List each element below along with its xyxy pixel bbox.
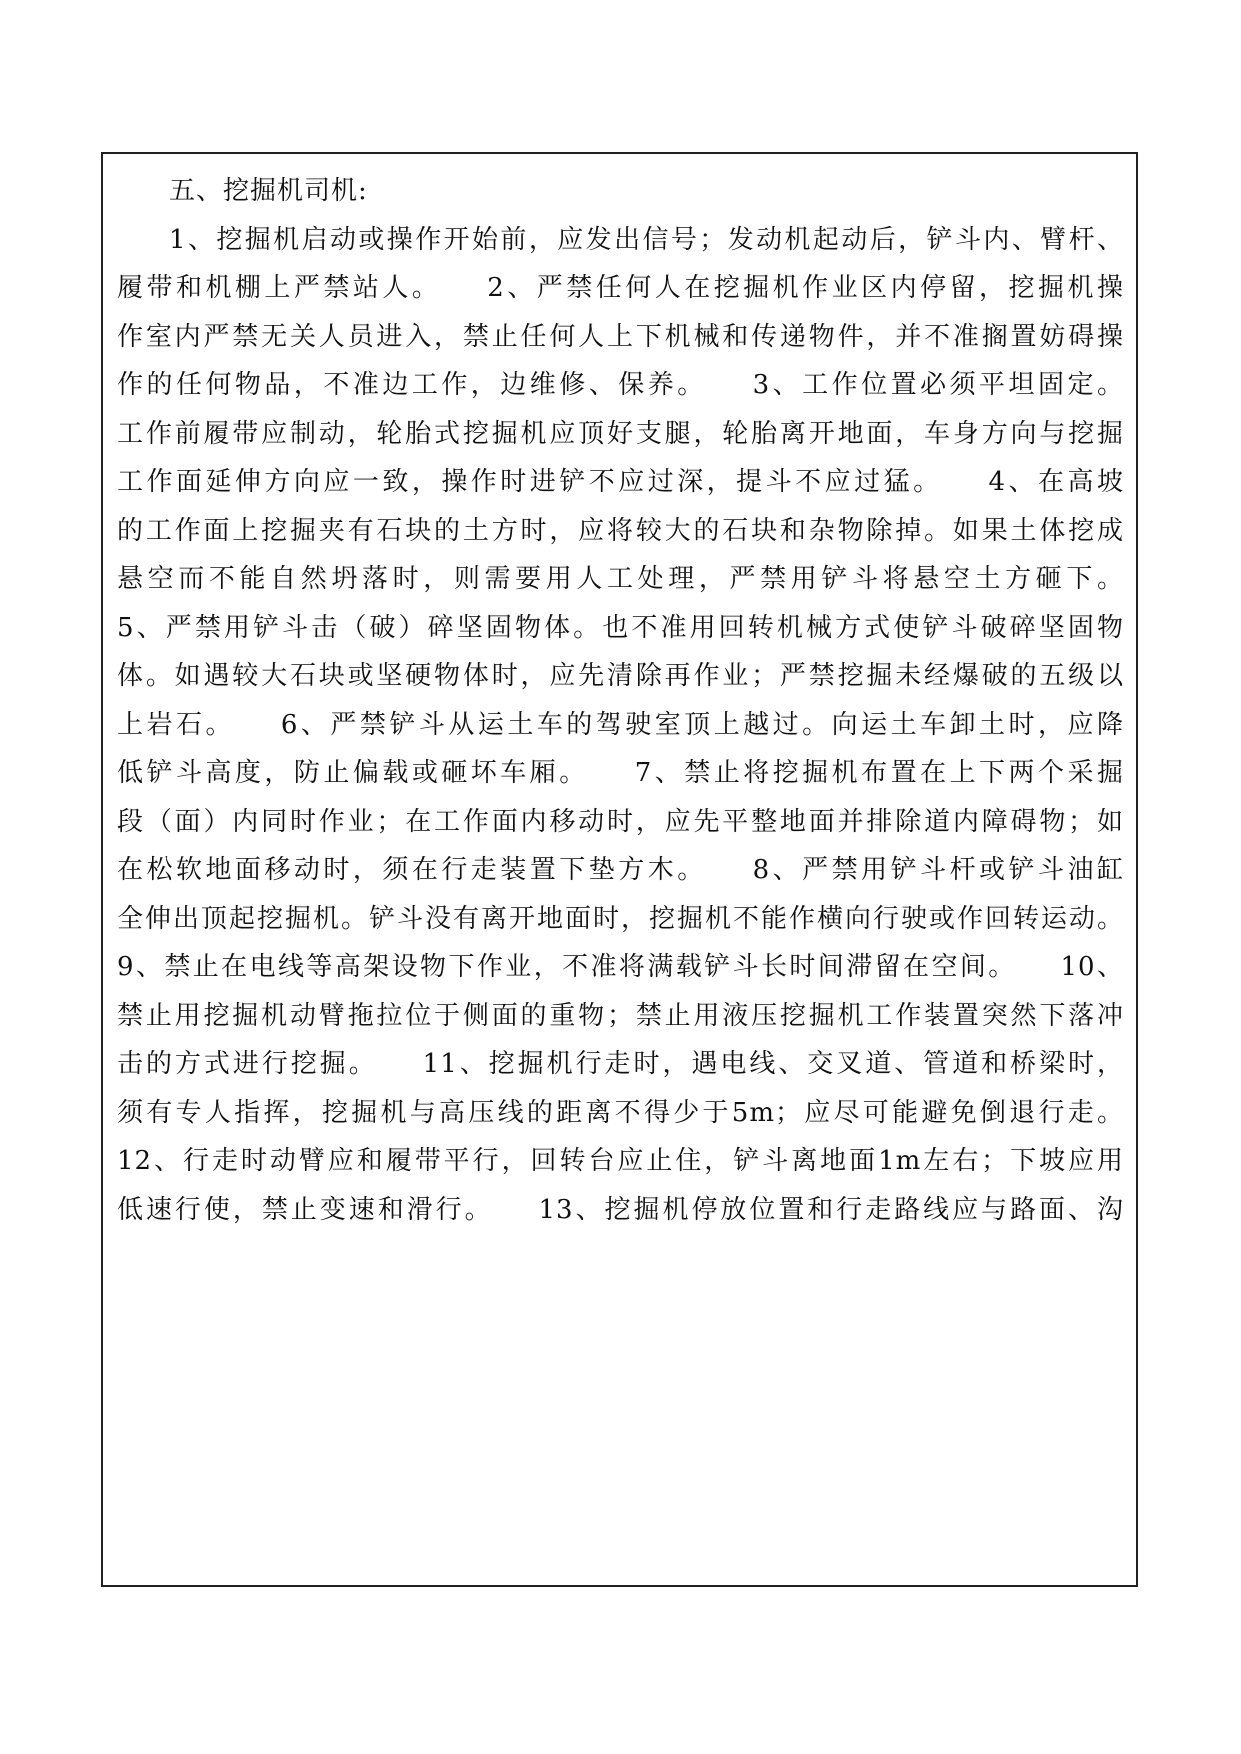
text-line: 低铲斗高度，防止偏载或砸坏车厢。 7、禁止将挖掘机布置在上下两个采掘	[117, 758, 1124, 788]
text-line: 的工作面上挖掘夹有石块的土方时，应将较大的石块和杂物除掉。如果土体挖成	[117, 515, 1124, 546]
text-line: 9、禁止在电线等高架设物下作业，不准将满载铲斗长时间滞留在空间。 10、	[117, 952, 1124, 982]
document-frame	[101, 152, 1138, 1587]
text-line: 履带和机棚上严禁站人。 2、严禁任何人在挖掘机作业区内停留，挖掘机操	[117, 273, 1124, 303]
text-line: 作的任何物品，不准边工作，边维修、保养。 3、工作位置必须平坦固定。	[117, 370, 1124, 400]
text-line: 5、严禁用铲斗击（破）碎坚固物体。也不准用回转机械方式使铲斗破碎坚固物	[117, 612, 1124, 643]
text-line: 1、挖掘机启动或操作开始前，应发出信号；发动机起动后，铲斗内、臂杆、	[169, 224, 1124, 255]
text-line: 须有专人指挥，挖掘机与高压线的距离不得少于5m；应尽可能避免倒退行走。	[117, 1097, 1124, 1128]
text-line: 工作前履带应制动，轮胎式挖掘机应顶好支腿，轮胎离开地面，车身方向与挖掘	[117, 418, 1124, 449]
text-line: 段（面）内同时作业；在工作面内移动时，应先平整地面并排除道内障碍物；如	[117, 806, 1124, 837]
text-line: 体。如遇较大石块或坚硬物体时，应先清除再作业；严禁挖掘未经爆破的五级以	[117, 661, 1124, 691]
text-line: 击的方式进行挖掘。 11、挖掘机行走时，遇电线、交叉道、管道和桥梁时，	[117, 1049, 1124, 1079]
text-line: 低速行使，禁止变速和滑行。 13、挖掘机停放位置和行走路线应与路面、沟	[117, 1194, 1124, 1225]
text-line: 工作面延伸方向应一致，操作时进铲不应过深，提斗不应过猛。 4、在高坡	[117, 467, 1124, 497]
text-line: 在松软地面移动时，须在行走装置下垫方木。 8、严禁用铲斗杆或铲斗油缸	[117, 855, 1124, 885]
text-line: 12、行走时动臂应和履带平行，回转台应止住，铲斗离地面1m左右；下坡应用	[117, 1146, 1124, 1176]
text-line: 禁止用挖掘机动臂拖拉位于侧面的重物；禁止用液压挖掘机工作装置突然下落冲	[117, 1000, 1124, 1031]
text-line: 作室内严禁无关人员进入，禁止任何人上下机械和传递物件，并不准搁置妨碍操	[117, 321, 1124, 352]
text-line: 全伸出顶起挖掘机。铲斗没有离开地面时，挖掘机不能作横向行驶或作回转运动。	[117, 903, 1124, 934]
section-heading: 五、挖掘机司机:	[169, 176, 368, 206]
text-line: 上岩石。 6、严禁铲斗从运土车的驾驶室顶上越过。向运土车卸土时，应降	[117, 709, 1124, 740]
text-line: 悬空而不能自然坍落时，则需要用人工处理，严禁用铲斗将悬空土方砸下。	[117, 564, 1124, 594]
document-body	[117, 167, 1124, 1234]
